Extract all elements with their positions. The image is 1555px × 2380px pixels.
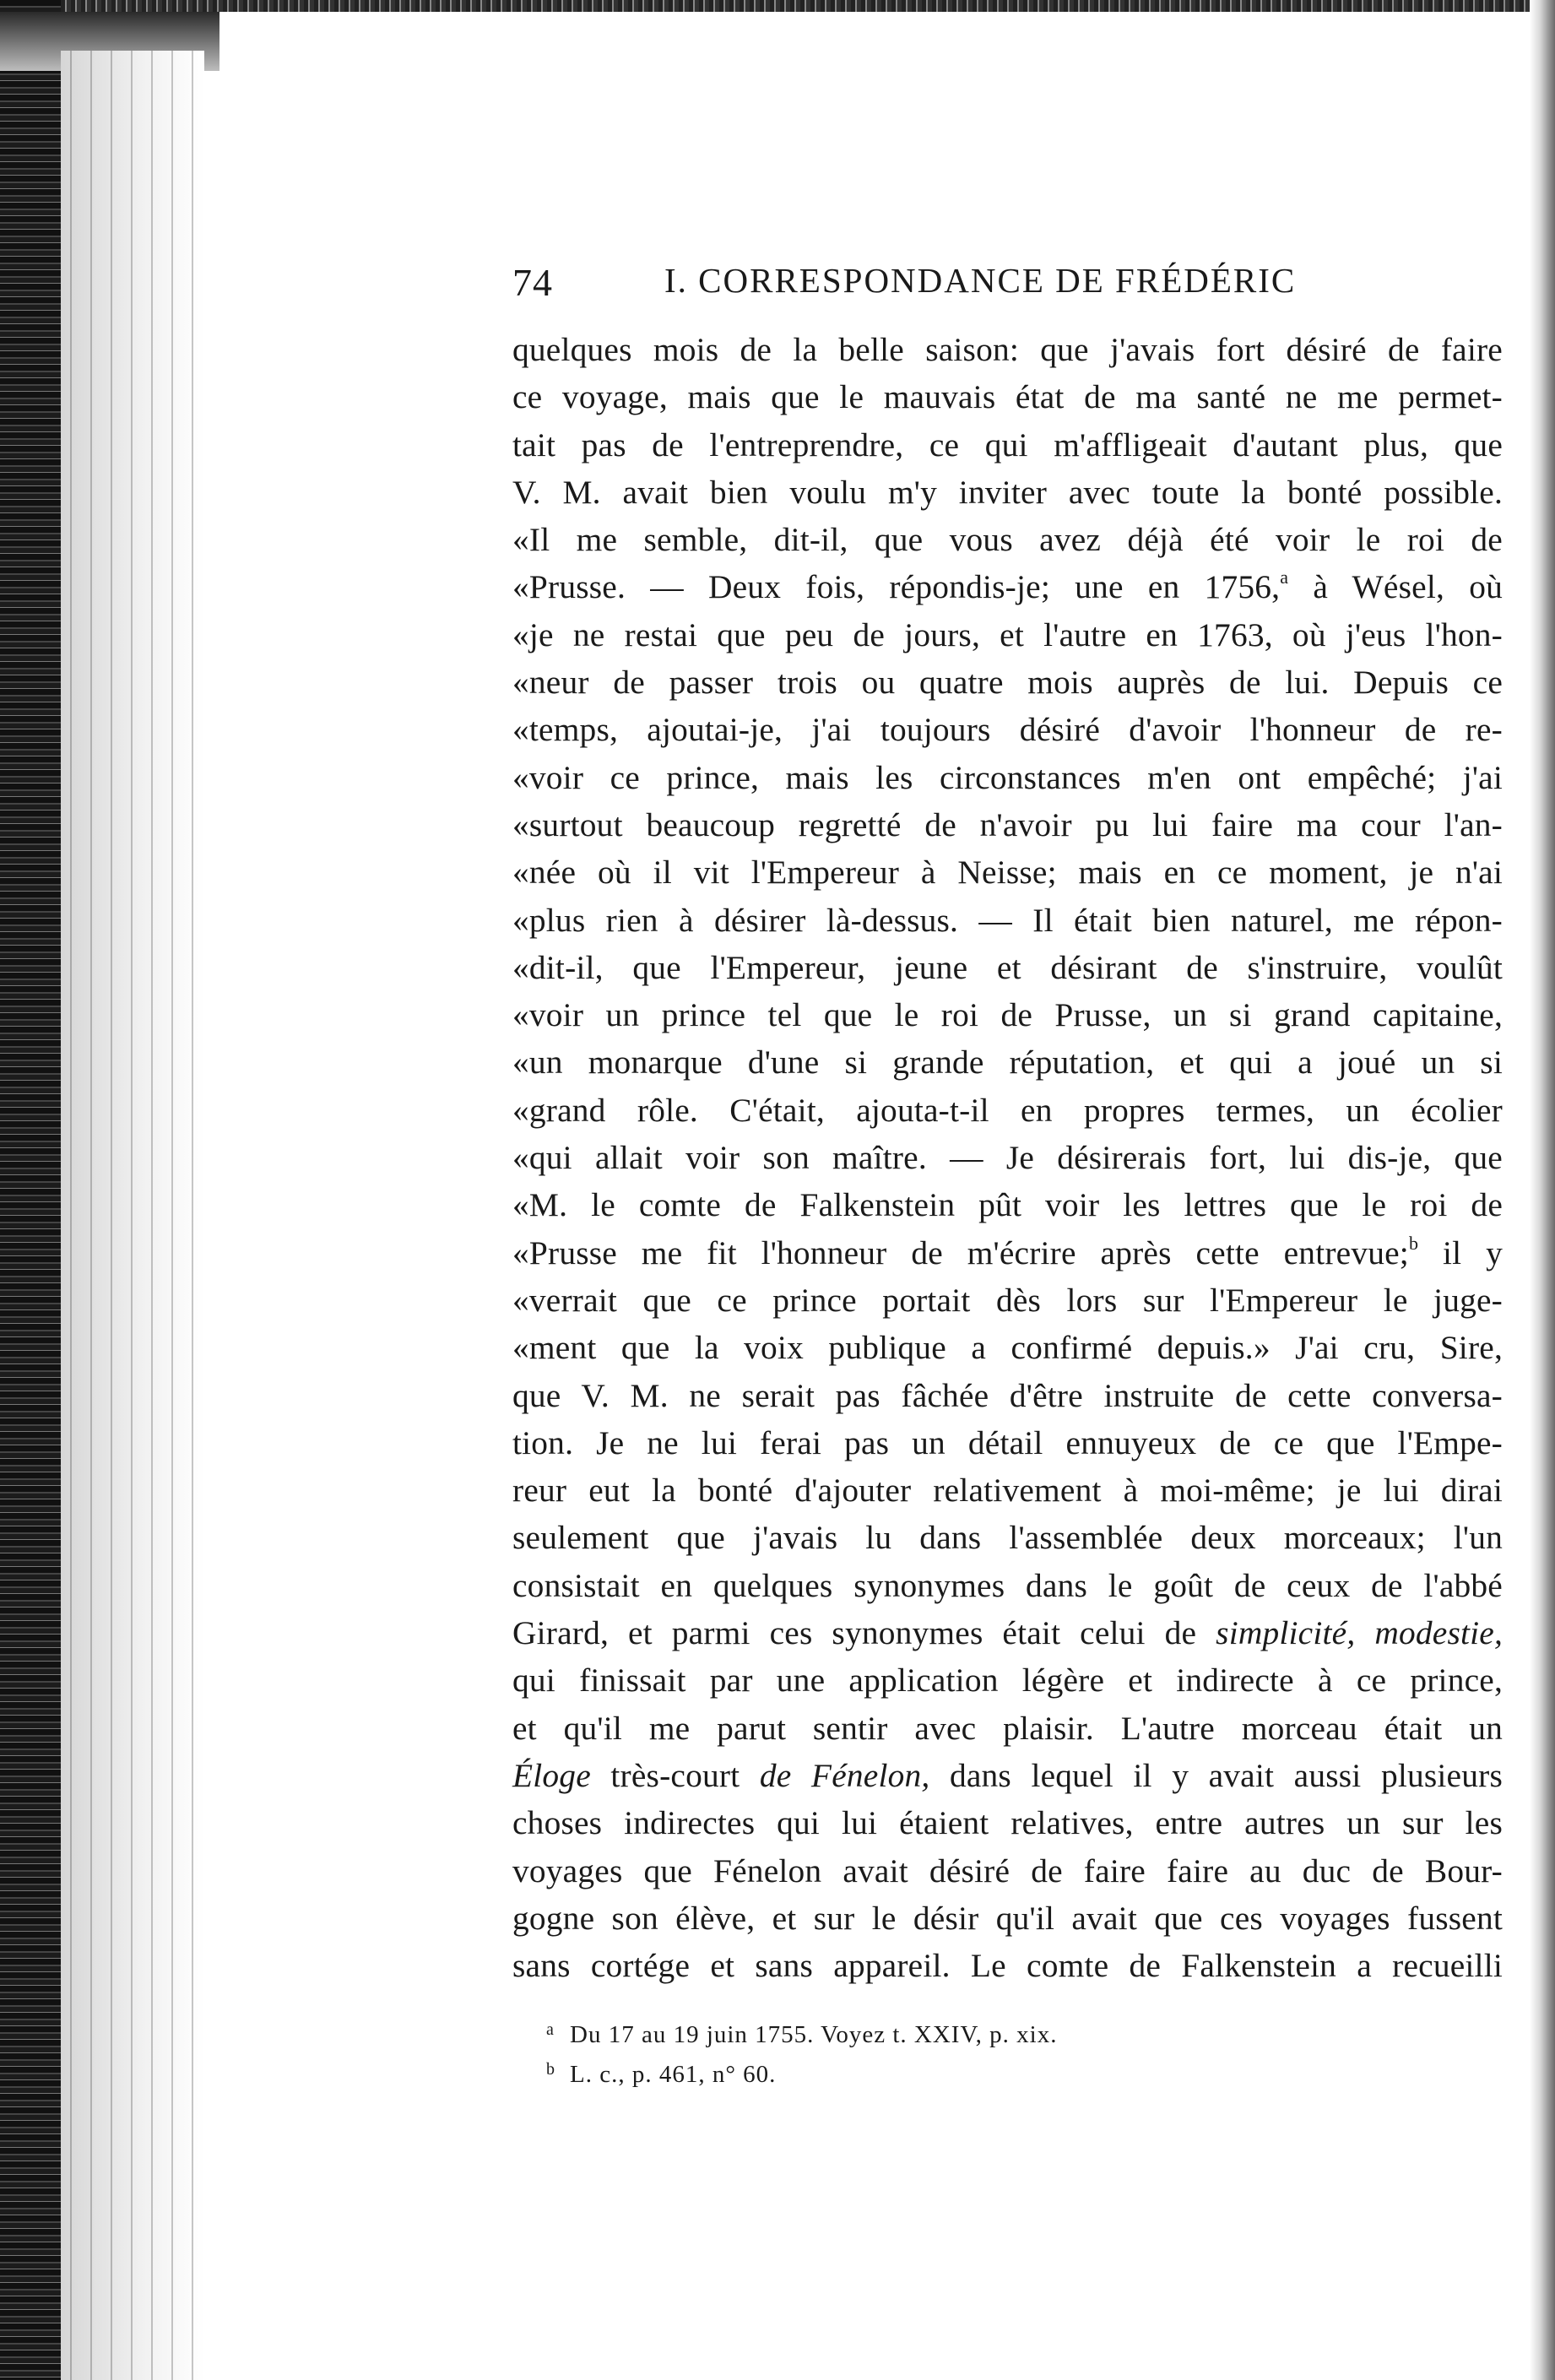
text-line bbox=[512, 659, 1503, 706]
text-segment: simplicité, modestie, bbox=[1216, 1614, 1503, 1652]
text-line bbox=[512, 1752, 1503, 1799]
text-line bbox=[512, 1229, 1503, 1277]
text-line bbox=[512, 516, 1503, 563]
text-segment: consistait en quelques synonymes dans le goût de ceux de l'abbé bbox=[512, 1566, 1503, 1604]
text-line bbox=[512, 1895, 1503, 1942]
text-segment: il y bbox=[1418, 1233, 1504, 1271]
text-segment: «qui allait voir son maître. — Je désirerais fort, lui dis-je, que bbox=[512, 1139, 1503, 1177]
text-segment: «surtout beaucoup regretté de n'avoir pu lui faire ma cour l'an- bbox=[512, 805, 1503, 843]
text-segment: gogne son élève, et sur le désir qu'il avait que ces voyages fussent bbox=[512, 1899, 1503, 1937]
text-line bbox=[512, 1134, 1503, 1181]
text-segment: «temps, ajoutai-je, j'ai toujours désiré d'avoir l'honneur de re- bbox=[512, 711, 1503, 749]
text-segment: choses indirectes qui lui étaient relatives, entre autres un sur les bbox=[512, 1804, 1503, 1842]
text-segment: que V. M. ne serait pas fâchée d'être instruite de cette conversa- bbox=[512, 1376, 1503, 1414]
text-segment: «je ne restai que peu de jours, et l'autre en 1763, où j'eus l'hon- bbox=[512, 615, 1503, 653]
text-line bbox=[512, 326, 1503, 373]
text-line bbox=[512, 1466, 1503, 1514]
text-line bbox=[512, 754, 1503, 801]
text-segment: de Fénelon, bbox=[759, 1756, 930, 1794]
text-line bbox=[512, 1324, 1503, 1371]
text-segment: «Il me semble, dit-il, que vous avez déjà été voir le roi de bbox=[512, 521, 1503, 559]
text-line bbox=[512, 1038, 1503, 1086]
text-segment: «M. le comte de Falkenstein pût voir les lettres que le roi de bbox=[512, 1186, 1503, 1224]
footnotes bbox=[512, 2013, 1503, 2092]
footnote bbox=[546, 2052, 1503, 2092]
text-segment: ce voyage, mais que le mauvais état de ma santé ne me permet- bbox=[512, 378, 1503, 416]
text-line bbox=[512, 1372, 1503, 1419]
text-line bbox=[512, 469, 1503, 516]
text-line bbox=[512, 1799, 1503, 1846]
text-line bbox=[512, 1942, 1503, 1989]
text-line bbox=[512, 1277, 1503, 1324]
book-page bbox=[512, 253, 1503, 2092]
text-line bbox=[512, 1562, 1503, 1609]
text-segment: «un monarque d'une si grande réputation, et qui a joué un si bbox=[512, 1044, 1503, 1082]
footnote-text: Du 17 au 19 juin 1755. Voyez t. XXIV, p. xix. bbox=[570, 2021, 1058, 2049]
text-line bbox=[512, 1514, 1503, 1561]
text-line bbox=[512, 563, 1503, 610]
text-segment: «ment que la voix publique a confirmé depuis.» J'ai cru, Sire, bbox=[512, 1329, 1503, 1367]
text-line bbox=[512, 421, 1503, 469]
text-segment: tion. Je ne lui ferai pas un détail ennuyeux de ce que l'Empe- bbox=[512, 1423, 1503, 1461]
text-line bbox=[512, 801, 1503, 848]
running-head bbox=[512, 253, 1503, 314]
footnote-reference: b bbox=[1408, 1232, 1419, 1254]
text-segment: «voir un prince tel que le roi de Prusse, un si grand capitaine, bbox=[512, 996, 1503, 1034]
text-line bbox=[512, 1847, 1503, 1895]
text-segment: «voir ce prince, mais les circonstances m'en ont empêché; j'ai bbox=[512, 758, 1503, 796]
text-segment: «née où il vit l'Empereur à Neisse; mais en ce moment, je n'ai bbox=[512, 854, 1503, 892]
text-segment: qui finissait par une application légère et indirecte à ce prince, bbox=[512, 1662, 1503, 1700]
text-line bbox=[512, 706, 1503, 753]
text-line bbox=[512, 1609, 1503, 1656]
text-line bbox=[512, 1656, 1503, 1704]
text-segment: «dit-il, que l'Empereur, jeune et désirant de s'instruire, voulût bbox=[512, 948, 1503, 986]
text-segment: sans cortége et sans appareil. Le comte de Falkenstein a recueilli bbox=[512, 1947, 1503, 1985]
book-spine-shadow bbox=[61, 51, 204, 2380]
text-segment: «Prusse. — Deux fois, répondis-je; une en 1756, bbox=[512, 568, 1281, 606]
text-segment: «Prusse me fit l'honneur de m'écrire après cette entrevue; bbox=[512, 1233, 1409, 1271]
text-line bbox=[512, 944, 1503, 991]
text-line bbox=[512, 1087, 1503, 1134]
text-segment: et qu'il me parut sentir avec plaisir. L'autre morceau était un bbox=[512, 1709, 1503, 1747]
text-segment: seulement que j'avais lu dans l'assemblée deux morceaux; l'un bbox=[512, 1519, 1503, 1557]
page-number: 74 bbox=[512, 261, 553, 304]
text-line bbox=[512, 897, 1503, 944]
footnote-mark: b bbox=[546, 2060, 555, 2079]
footnote-reference: a bbox=[1280, 567, 1289, 588]
text-segment: «verrait que ce prince portait dès lors sur l'Empereur le juge- bbox=[512, 1281, 1503, 1319]
scan-border-left bbox=[0, 0, 61, 2380]
text-segment: V. M. avait bien voulu m'y inviter avec toute la bonté possible. bbox=[512, 473, 1503, 511]
text-segment: dans lequel il y avait aussi plusieurs bbox=[929, 1756, 1503, 1794]
text-line bbox=[512, 1181, 1503, 1228]
text-line bbox=[512, 373, 1503, 420]
text-line bbox=[512, 1705, 1503, 1752]
text-segment: «grand rôle. C'était, ajouta-t-il en propres termes, un écolier bbox=[512, 1091, 1503, 1129]
text-segment: très-court bbox=[590, 1756, 760, 1794]
text-segment: tait pas de l'entreprendre, ce qui m'affligeait d'autant plus, que bbox=[512, 426, 1503, 464]
scan-border-top bbox=[0, 0, 1555, 12]
footnote bbox=[546, 2013, 1503, 2052]
text-line bbox=[512, 848, 1503, 896]
text-segment: quelques mois de la belle saison: que j'avais fort désiré de faire bbox=[512, 331, 1503, 368]
text-segment: à Wésel, où bbox=[1288, 568, 1503, 606]
text-segment: «neur de passer trois ou quatre mois auprès de lui. Depuis ce bbox=[512, 664, 1503, 702]
body-text bbox=[512, 326, 1503, 1989]
text-line bbox=[512, 611, 1503, 659]
text-line bbox=[512, 991, 1503, 1038]
scan-border-right bbox=[1530, 0, 1555, 2380]
text-segment: reur eut la bonté d'ajouter relativement à moi-même; je lui dirai bbox=[512, 1472, 1503, 1510]
text-segment: voyages que Fénelon avait désiré de faire faire au duc de Bour- bbox=[512, 1851, 1503, 1889]
text-line bbox=[512, 1419, 1503, 1466]
footnote-text: L. c., p. 461, n° 60. bbox=[570, 2061, 777, 2089]
running-title: I. CORRESPONDANCE DE FRÉDÉRIC bbox=[664, 261, 1297, 300]
text-segment: Girard, et parmi ces synonymes était celui de bbox=[512, 1614, 1216, 1652]
text-segment: «plus rien à désirer là-dessus. — Il était bien naturel, me répon- bbox=[512, 901, 1503, 939]
footnote-mark: a bbox=[546, 2020, 555, 2040]
text-segment: Éloge bbox=[512, 1756, 591, 1794]
